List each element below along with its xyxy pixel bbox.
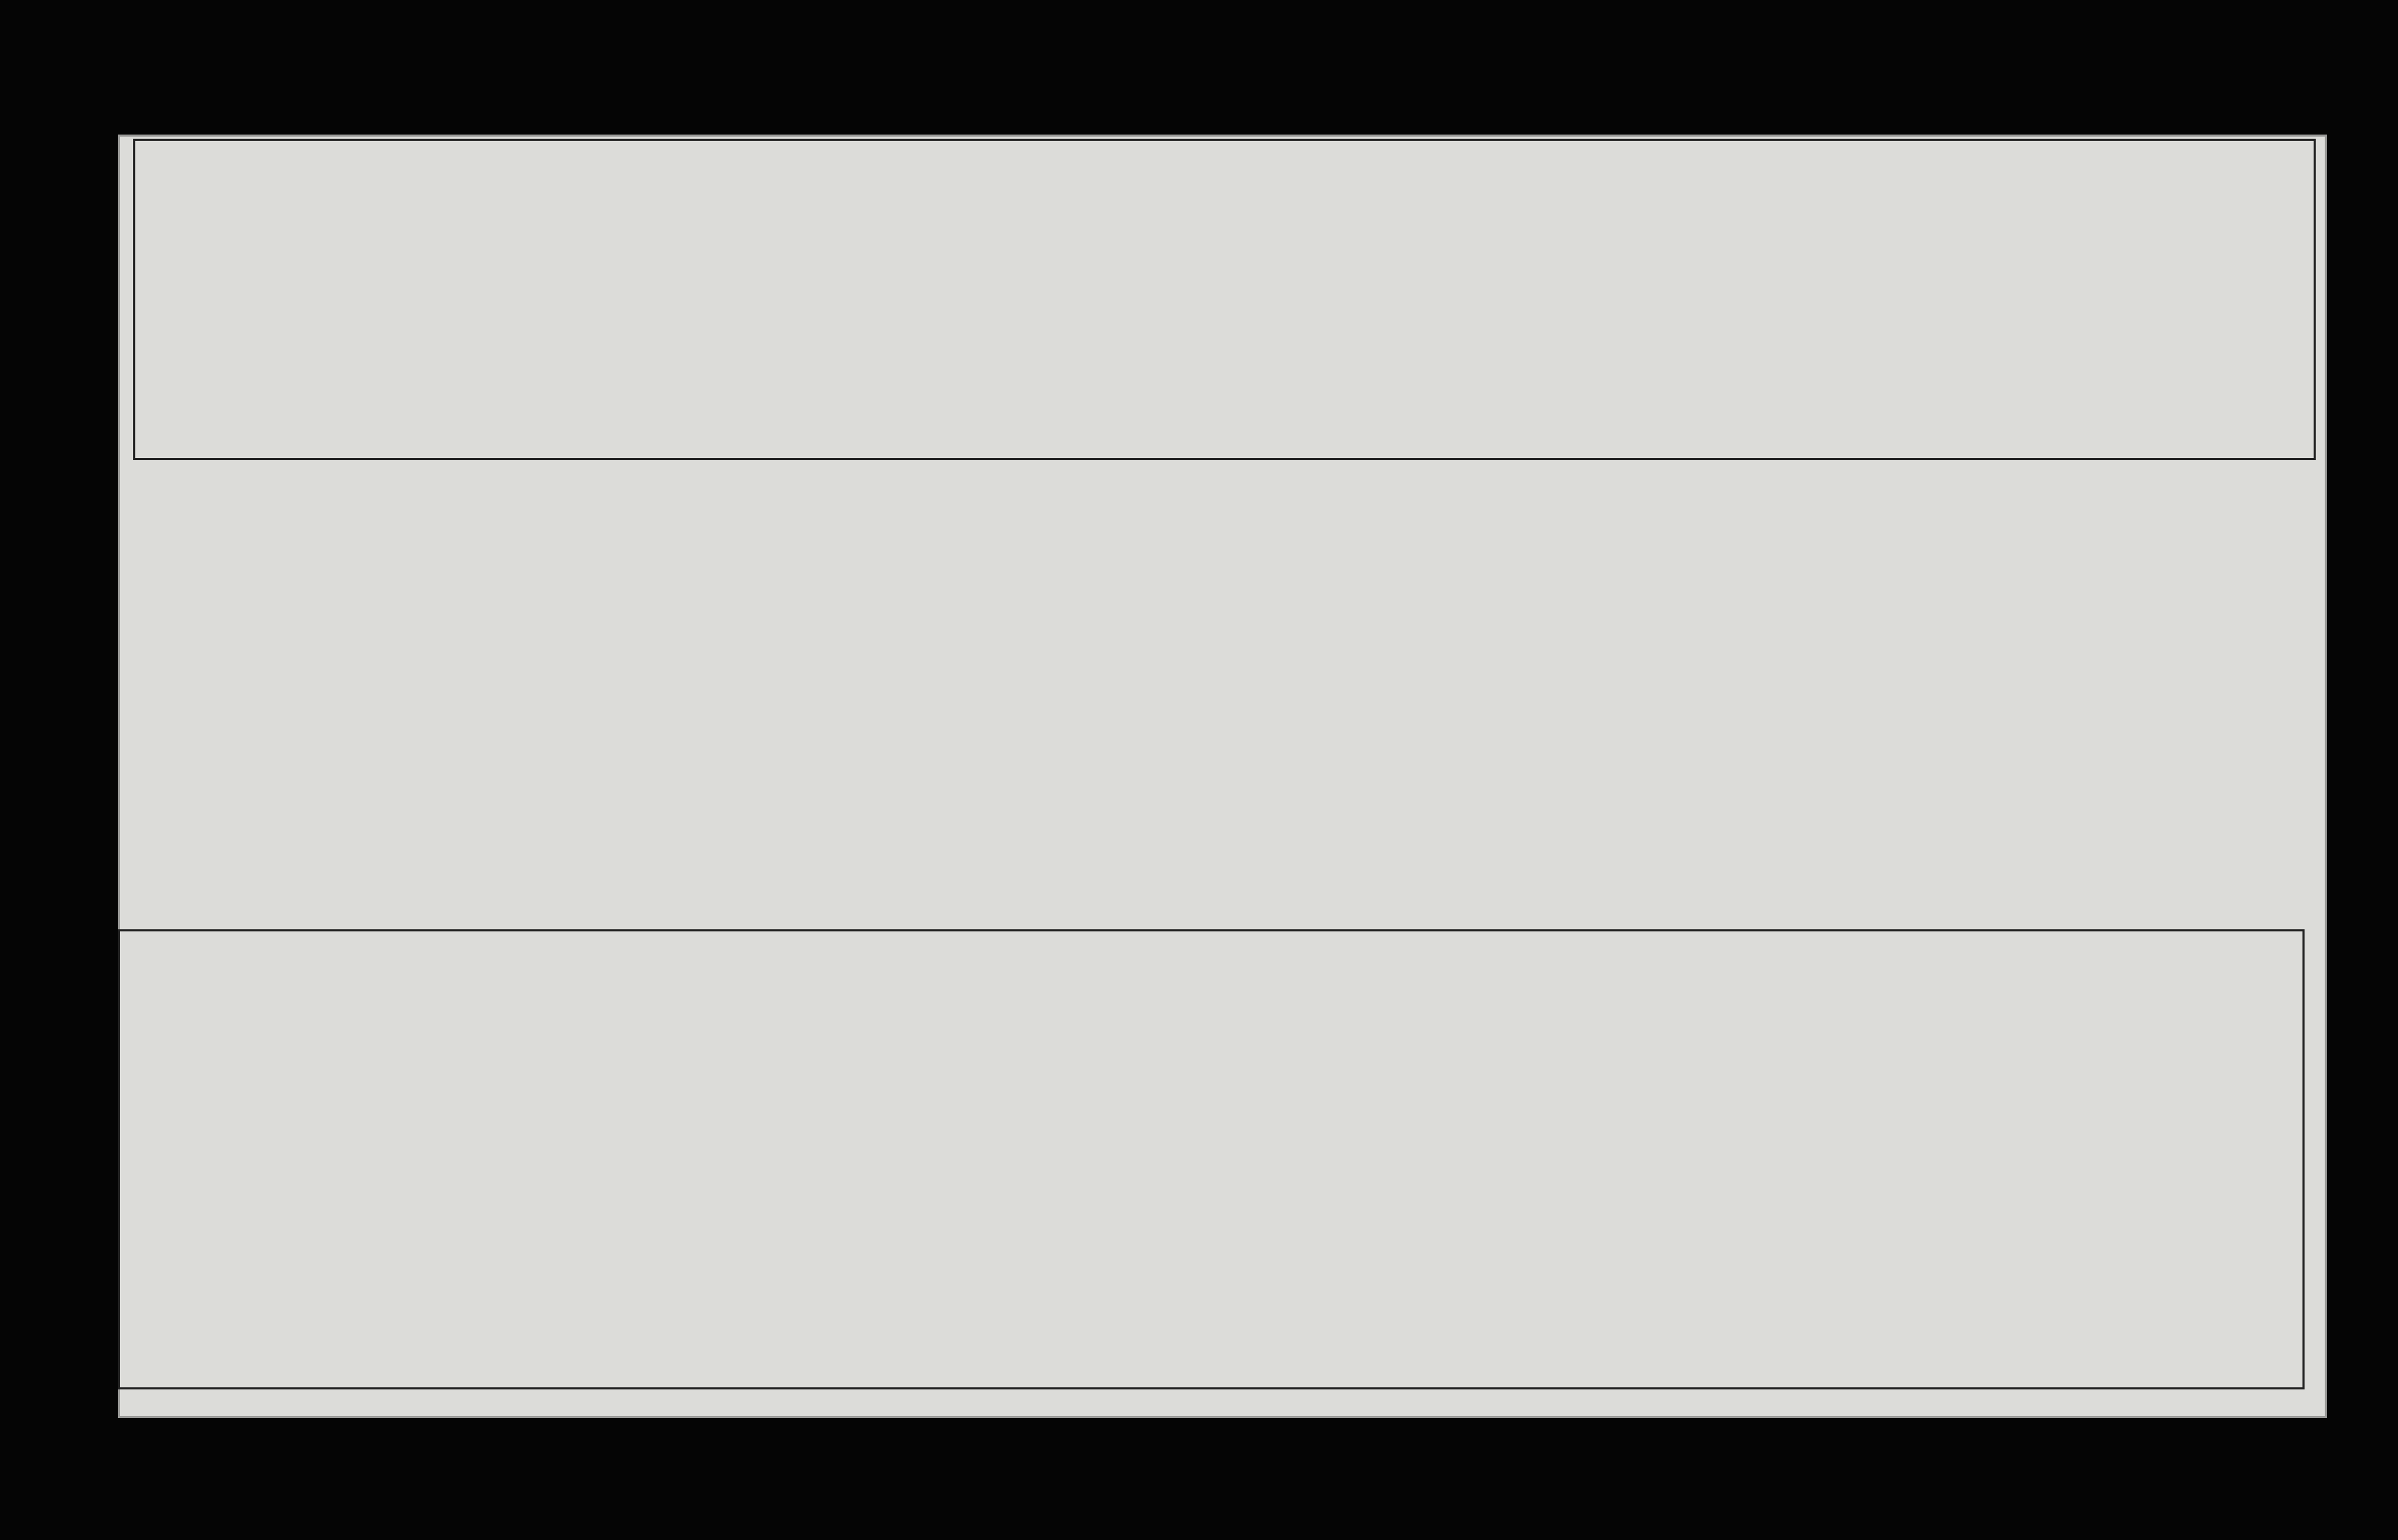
arenda-sdacha-table bbox=[118, 929, 2305, 1389]
crop-table bbox=[133, 139, 2316, 460]
census-card bbox=[118, 135, 2327, 1418]
